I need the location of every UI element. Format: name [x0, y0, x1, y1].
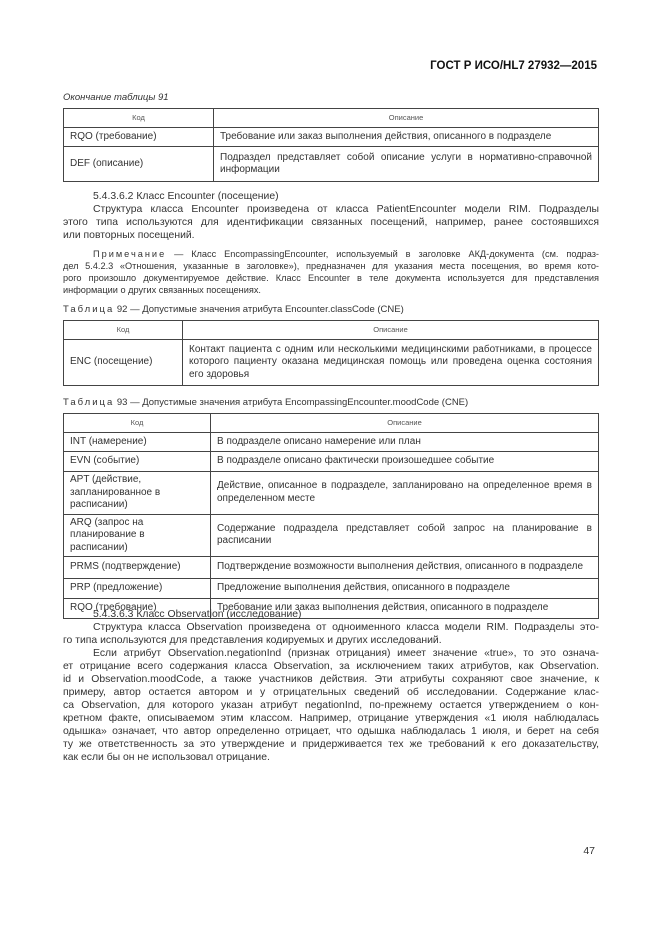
page-number: 47 [583, 845, 595, 857]
code-cell: ARQ (запрос на планирование в расписании) [64, 514, 211, 557]
standard-header: ГОСТ Р ИСО/HL7 27932—2015 [430, 60, 597, 72]
note-line: информации о других связанных посещениях. [63, 285, 261, 295]
paragraph-line: или повторных посещений. [63, 230, 195, 241]
note-line: дел 5.4.2.3 «Отношения, указанные в заголовке»), предназначен для указания места посещения, во время кото- [63, 261, 599, 271]
table-row [64, 128, 599, 147]
code-cell: DEF (описание) [64, 147, 214, 182]
paragraph-line: как если бы он не использовал отрицание. [63, 752, 270, 763]
description-cell: Подтверждение возможности выполнения действия, описанного в подразделе [211, 557, 599, 579]
description-cell: Содержание подраздела представляет собой запрос на планирование в расписании [211, 514, 599, 557]
table-93 [63, 413, 599, 619]
caption-label: Таблица [63, 397, 115, 408]
table-91 [63, 108, 599, 182]
description-cell: Требование или заказ выполнения действия, описанного в подразделе [211, 599, 599, 619]
column-header: Описание [214, 109, 599, 128]
description-cell: Требование или заказ выполнения действия, описанного в подразделе [214, 128, 599, 147]
code-cell: PRMS (подтверждение) [64, 557, 211, 579]
paragraph-line: одышка» означает, что автор определенно отрицает, что одышка наблюдалась 1 июля, и берет на себя [63, 726, 599, 737]
caption-label: Таблица [63, 304, 115, 315]
note [63, 248, 599, 296]
table-row [64, 452, 599, 472]
table-row [64, 340, 599, 386]
column-header: Код [64, 109, 214, 128]
paragraph-line: этого типа используются для идентификации связанных посещений, например, ранее состоявшихся [63, 217, 599, 228]
section-5-4-3-6-3 [63, 608, 599, 764]
paragraph-line: Структура класса Encounter произведена от класса PatientEncounter модели RIM. Подразделы [93, 204, 599, 215]
code-cell: APT (действие, запланированное в расписании) [64, 472, 211, 515]
paragraph-line: id и Observation.moodCode, а также участников действия. Эти атрибуты сохраняют свое значение, к [63, 674, 599, 685]
table-93-caption [63, 397, 468, 408]
table-row [64, 433, 599, 452]
code-cell: RQO (требование) [64, 128, 214, 147]
table-92 [63, 320, 599, 386]
code-cell: RQO (требование) [64, 599, 211, 619]
column-header: Код [64, 321, 183, 340]
column-header: Код [64, 414, 211, 433]
description-cell: Контакт пациента с одним или несколькими медицинскими работниками, в процессе которого пациенту оказана медицинская помощь или проведена оценка состояния его здоровья [183, 340, 599, 386]
table-row [64, 514, 599, 557]
code-cell: ENC (посещение) [64, 340, 183, 386]
table-92-caption [63, 304, 404, 315]
description-cell: Подраздел представляет собой описание услуги в нормативно-справочной информации [214, 147, 599, 182]
caption-text: 92 — Допустимые значения атрибута Encounter.classCode (CNE) [114, 304, 404, 315]
section-heading: 5.4.3.6.3 Класс Observation (исследование) [93, 609, 302, 620]
paragraph-line: ту же ответственность за это утверждение и придерживается тех же требований к его доказательству, [63, 739, 599, 750]
table-91-caption: Окончание таблицы 91 [63, 92, 169, 103]
paragraph-line: примеру, автор остается автором и у отрицательных сведений об исследовании. Содержание клас- [63, 687, 599, 698]
column-header: Описание [183, 321, 599, 340]
section-heading: 5.4.3.6.2 Класс Encounter (посещение) [93, 191, 279, 202]
caption-text: 93 — Допустимые значения атрибута EncompassingEncounter.moodCode (CNE) [114, 397, 469, 408]
code-cell: PRP (предложение) [64, 579, 211, 599]
paragraph-line: Если атрибут Observation.negationInd (признак отрицания) имеет значение «true», то это означа- [93, 648, 599, 659]
paragraph-line: ет отрицание всего содержания класса Observation, за исключением таких атрибутов, как Observation. [63, 661, 599, 672]
note-label: Примечание [93, 249, 167, 259]
code-cell: INT (намерение) [64, 433, 211, 452]
description-cell: Предложение выполнения действия, описанного в подразделе [211, 579, 599, 599]
column-header: Описание [211, 414, 599, 433]
description-cell: В подразделе описано фактически произошедшее событие [211, 452, 599, 472]
paragraph-line: са Observation, для которого указан атрибут negationInd, по-прежнему остается утверждением о кон- [63, 700, 599, 711]
paragraph-line: кретном факте, описываемом этим классом. Например, отрицание утверждения «1 июля наблюдалась [63, 713, 599, 724]
paragraph-line: Структура класса Observation произведена от одноименного класса модели RIM. Подразделы это- [93, 622, 599, 633]
section-5-4-3-6-2 [63, 190, 599, 296]
table-row [64, 579, 599, 599]
table-row [64, 557, 599, 579]
code-cell: EVN (событие) [64, 452, 211, 472]
note-line: — Класс EncompassingEncounter, используемый в заголовке АКД-документа (см. подраз- [166, 249, 599, 259]
paragraph-line: го типа используются для представления кодируемых и других исследований. [63, 635, 442, 646]
description-cell: Действие, описанное в подразделе, запланировано на определенное время в определенном месте [211, 472, 599, 515]
table-row [64, 472, 599, 515]
table-row [64, 147, 599, 182]
description-cell: В подразделе описано намерение или план [211, 433, 599, 452]
note-line: рого произошло документируемое действие. Класс Encounter в теле документа используется для представления [63, 273, 599, 283]
